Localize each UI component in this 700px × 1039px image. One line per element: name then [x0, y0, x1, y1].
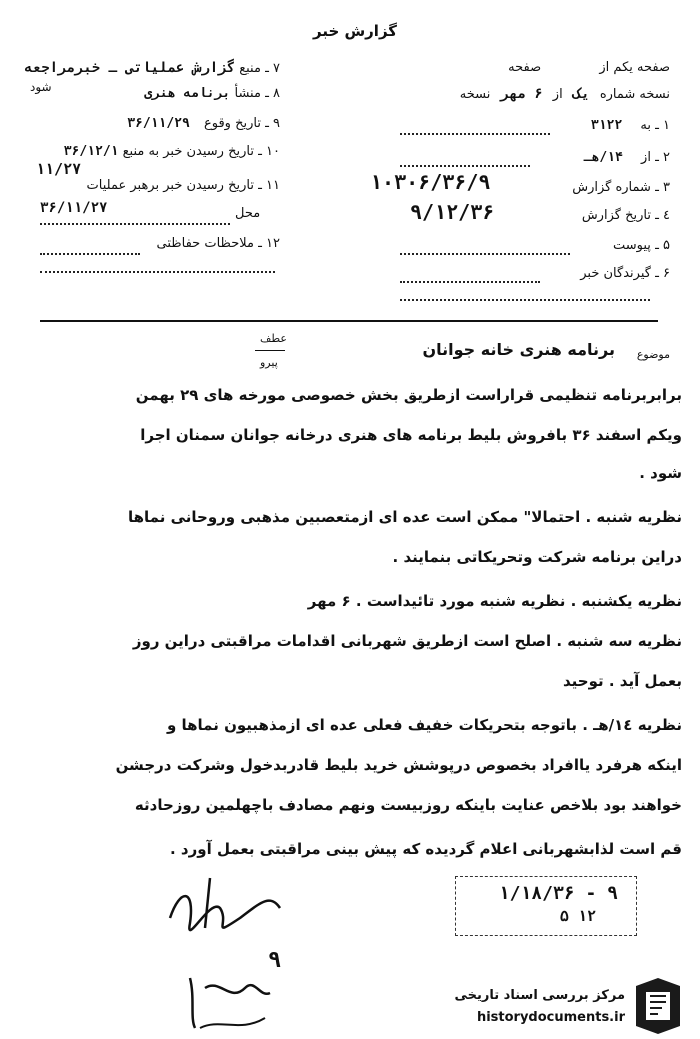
field-location-label: محل — [235, 206, 261, 221]
field-ops-date: ۱۱ ـ تاریخ رسیدن خبر برهبر عملیات — [86, 178, 280, 193]
field-recipients-dots-2 — [400, 298, 650, 301]
field-to-value: ۳۱۲۲ — [590, 118, 623, 133]
field-security-dots-2 — [40, 270, 275, 273]
field-report-date: ٤ ـ تاریخ گزارش — [581, 208, 670, 223]
field-security-notes: ۱۲ ـ ملاحظات حفاظتی — [156, 236, 280, 251]
body-line: قم است لذابشهربانی اعلام گردیده که پیش بینی مراقبتی بعمل آورد . — [170, 840, 682, 858]
body-line: اینکه هرفرد یاافراد بخصوص درپوشش خرید بلیط قادربدخول وشرکت درجشن — [115, 756, 682, 774]
body-line: دراین برنامه شرکت وتحریکاتی بنمایند . — [392, 548, 682, 566]
field-receipt-date: ۱۰ ـ تاریخ رسیدن خبر به منبع ۳۶/۱۲/۱ — [63, 144, 280, 159]
field-from: ۲ ـ از ۱۴/هـ — [583, 150, 670, 165]
field-ops-date-value: ۳۶/۱۱/۲۷ — [40, 200, 108, 216]
body-line: ویکم اسفند ۳۶ بافروش بلیط برنامه های هنری درخانه جوانان سمنان اجرا — [140, 426, 682, 444]
body-line: نظریه شنبه . احتمالا" ممکن است عده ای ازمتعصبین مذهبی وروحانی نماها — [128, 508, 682, 526]
logo-name: مرکز بررسی اسناد تاریخی — [454, 988, 625, 1003]
field-page: صفحه یکم از صفحه — [508, 60, 670, 75]
body-line: نظریه سه شنبه . اصلح است ازطریق شهربانی اقدامات مراقبتی دراین روز — [132, 632, 682, 650]
stamp-date: ۱/۱۸/۳۶ - ۹ — [498, 883, 618, 904]
date-stamp — [455, 876, 637, 936]
field-from-dots — [400, 164, 530, 167]
field-receipt-date-value: ۳۶/۱۲/۱ — [63, 144, 119, 159]
subject-ref-bottom: پیرو — [260, 356, 278, 369]
field-copy-number: نسخه شماره یک از ۶ مهر نسخه — [459, 86, 670, 102]
signature-number: ۹ — [268, 948, 282, 973]
field-origin: ۸ ـ منشأ برنامه هنری — [144, 86, 280, 101]
body-line: شود . — [639, 464, 682, 482]
separator-line — [40, 320, 658, 322]
body-line: نظریه ١٤/هـ . باتوجه بتحریکات خفیف فعلی عده ای ازمذهبیون نماها و — [166, 716, 682, 734]
field-to-dots — [400, 132, 550, 135]
field-report-number-value: ۱۰۳۰۶/۳۶/۹ — [370, 170, 491, 194]
body-line: برابربرنامه تنظیمی قراراست ازطریق بخش خصوصی مورخه های ۲۹ بهمن — [135, 386, 682, 404]
field-receipt-date-second: ۱۱/۲۷ — [36, 160, 82, 178]
subject-label: موضوع — [636, 348, 670, 361]
field-attachment-dots — [400, 252, 570, 255]
subject-text: برنامه هنری خانه جوانان — [422, 340, 615, 359]
field-recipients: ۶ ـ گیرندگان خبر — [580, 266, 670, 281]
field-security-dots — [40, 252, 140, 255]
field-attachment: ۵ ـ پیوست — [613, 238, 670, 253]
field-location-dots — [40, 222, 230, 225]
page-title: گزارش خبر — [312, 22, 398, 40]
field-report-date-value: ۹/۱۲/۳۶ — [410, 200, 495, 224]
signature-scribble — [150, 868, 310, 1038]
body-line: نظریه یکشنبه . نظریه شنبه مورد تائیداست . ۶ مهر — [307, 592, 682, 610]
subject-ref-divider — [255, 350, 285, 351]
logo-url: historydocuments.ir — [476, 1010, 625, 1025]
field-source-value: گزارش عملیاتی ـ خبرمراجعه — [24, 60, 236, 76]
body-line: خواهند بود بلاخص عنایت باینکه روزبیست ونهم مصادف باچهلمین روزحادثه — [134, 796, 682, 814]
field-event-date: ۹ ـ تاریخ وقوع ۳۶/۱۱/۲۹ — [127, 116, 280, 131]
body-line: بعمل آید . توحید — [563, 672, 682, 690]
field-origin-extra: شود — [30, 80, 52, 94]
archive-logo-icon — [628, 976, 688, 1036]
subject-ref-top: عطف — [260, 332, 287, 345]
field-origin-value: برنامه هنری — [144, 86, 231, 101]
field-recipients-dots — [400, 280, 540, 283]
stamp-sub: ۱۲ ۵ — [559, 907, 596, 925]
field-from-value: ۱۴/هـ — [583, 150, 623, 165]
field-to: ۱ ـ به ۳۱۲۲ — [590, 118, 670, 133]
field-event-date-value: ۳۶/۱۱/۲۹ — [127, 116, 190, 131]
field-report-number: ۳ ـ شماره گزارش — [572, 180, 670, 195]
field-source: ۷ ـ منبع گزارش عملیاتی ـ خبرمراجعه — [24, 60, 280, 76]
